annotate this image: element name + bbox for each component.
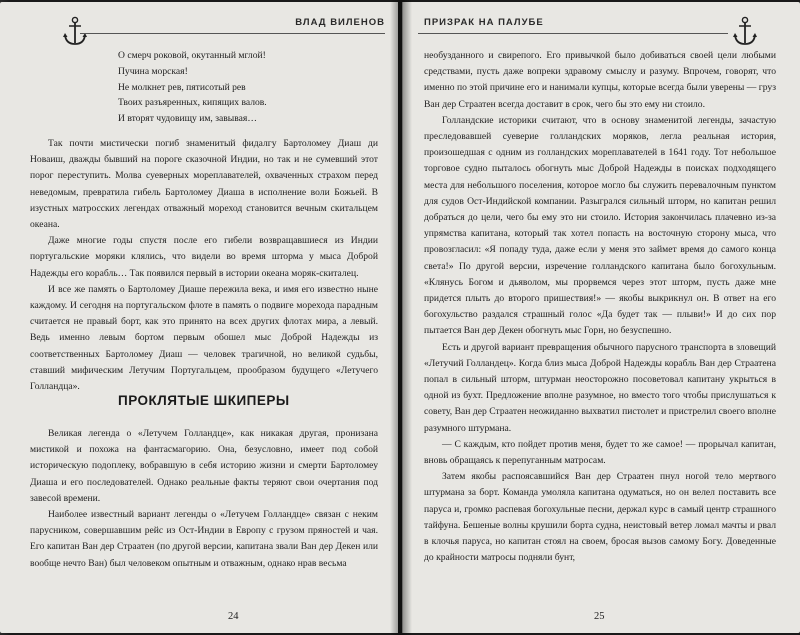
running-head-title: ВЛАД ВИЛЕНОВ bbox=[295, 17, 385, 28]
page-number: 25 bbox=[594, 611, 605, 622]
running-head-right bbox=[418, 16, 778, 50]
poem bbox=[118, 48, 378, 127]
left-body-text bbox=[30, 136, 378, 395]
page-number: 24 bbox=[228, 611, 239, 622]
paragraph: — С каждым, кто пойдет против меня, будет то же самое! — прорычал капитан, вновь обращаясь к перепуганным матросам. bbox=[424, 438, 776, 467]
left-page bbox=[0, 2, 398, 633]
header-rule bbox=[80, 33, 385, 34]
left-section-text bbox=[30, 426, 378, 572]
poem-line: Твоих разъяренных, кипящих валов. bbox=[118, 97, 267, 109]
right-page bbox=[402, 2, 800, 633]
paragraph: Голландские историки считают, что в основу знаменитой легенды, зачастую преследовавшей суеверие голландских моряков, легла реальная история, произошедшая с одним из голландских мореплавателей в 1641 году. Тот небольшое торговое судно пыталось обогнуть мыс Доброй Надежды в поисках подходящего места для небольшого поселения, которое могло бы служить перевалочным пунктом для судов Ост-Индийской компании. Разыгрался сильный шторм, но капитан решил добраться до цели, чего бы ему это ни стоило. История закончилась плачевно из-за упрямства капитана, который так хотел попасть на восточную сторону мыса, что провозгласил: «Я попаду туда, даже если у меня это займет время до самого конца света!» По другой версии, изречение голландского капитана было богохульным. «Клянусь Богом и дьяволом, мы прорвемся через этот шторм, пусть даже мне придется плыть до второго пришествия!» — якобы выкрикнул он. В ответ на его богохульство раздался страшный голос «Да будет так — плыви!» И до сих пор пытается Ван дер Декен обогнуть мыс Горн, но безуспешно. bbox=[424, 114, 776, 337]
anchor-icon bbox=[732, 16, 758, 48]
paragraph: Наиболее известный вариант легенды о «Летучем Голландце» связан с неким парусником, совершавшим рейс из Ост-Индии в Европу с грузом пряностей и чая. Его капитан Ван дер Страатен (по другой версии, капитана звали Ван дер Декен или вообще нечто Ван) был человеком опытным и отважным, однако нрав весьма bbox=[30, 509, 378, 569]
section-heading: ПРОКЛЯТЫЕ ШКИПЕРЫ bbox=[118, 393, 290, 408]
paragraph: Так почти мистически погиб знаменитый фидалгу Бартоломеу Диаш ди Новаиш, дважды бывший на пороге сказочной Индии, но так и не сумевший этот порог переступить. Молва суеверных мореплавателей, охваченных страхом перед неведомым, превратила гибель Бартоломеу Диаша в исполнение воли Божьей. В изустных матросских легендах отважный мореход становится вечным скитальцем океана. bbox=[30, 138, 378, 231]
poem-line: И вторят чудовищу им, завывая… bbox=[118, 113, 257, 125]
paragraph: Великая легенда о «Летучем Голландце», как никакая другая, пронизана мистикой и похожа на фантасмагорию. Она, безусловно, имеет под собой историческую подоплеку, вобравшую в себя историю жизни и смерти Бартоломеу Диаша и его последователей. Однако реальные факты теряют свои очертания под завесой времени. bbox=[30, 428, 378, 504]
running-head-title: ПРИЗРАК НА ПАЛУБЕ bbox=[424, 17, 544, 28]
poem-line: Не молкнет рев, пятисотый рев bbox=[118, 81, 246, 93]
poem-line: Пучина морская! bbox=[118, 65, 188, 77]
paragraph: Даже многие годы спустя после его гибели возвращавшиеся из Индии португальские моряки клялись, что видели во время шторма у мыса Доброй Надежды его корабль… Так появился первый в истории океана моряк-скиталец. bbox=[30, 235, 378, 279]
paragraph: Есть и другой вариант превращения обычного парусного транспорта в зловещий «Летучий Голландец». Когда близ мыса Доброй Надежды корабль Ван дер Страатена попал в сильный шторм, штурман неосторожно посоветовал капитану укрыться в одной из бухт. Предложение вполне разумное, но вместо того чтобы прислушаться к совету, Ван дер Страатен неожиданно выхватил пистолет и пристрелил своего вполне разумного штурмана. bbox=[424, 341, 776, 434]
poem-line: О смерч роковой, окутанный мглой! bbox=[118, 50, 266, 61]
paragraph: необузданного и свирепого. Его привычкой было добиваться своей цели любыми средствами, пусть даже вопреки здравому смыслу и разуму. Впрочем, говорят, что именно по этой причине его и нанимали купцы, которые всегда были уверены — груз Ван дер Страатен всегда доставит в срок, чего бы это ему ни стоило. bbox=[424, 50, 776, 110]
running-head-left bbox=[20, 16, 385, 50]
header-rule bbox=[418, 33, 728, 34]
anchor-icon bbox=[62, 16, 88, 48]
paragraph: И все же память о Бартоломеу Диаше пережила века, и имя его известно ныне каждому. И сегодня на португальском флоте в память о подвиге морехода парадным считается не правый борт, как это принято на всех других флотах мира, а левый. Ведь именно левым бортом первым обошел мыс Доброй Надежды из соответственных Бартоломеу Диаш — человек трагичной, но великой судьбы, ставший мифическим Летучим Португальцем, прообразом будущего «Летучего Голландца». bbox=[30, 283, 378, 393]
book-gutter bbox=[390, 0, 412, 635]
paragraph: Затем якобы распоясавшийся Ван дер Страатен пнул ногой тело мертвого штурмана за борт. Команда умоляла капитана одуматься, но он велел поставить все паруса и, громко распевая богохульные песни, держал курс в самый центр страшного тайфуна. Бешеные волны крушили борта судна, неистовый ветер ломал мачты и рвал в клочья паруса, но капитан стоял на своем, бросая вызов самому Богу. Доведенные до крайности матросы подняли бунт, bbox=[424, 471, 776, 564]
right-body-text bbox=[424, 48, 776, 567]
